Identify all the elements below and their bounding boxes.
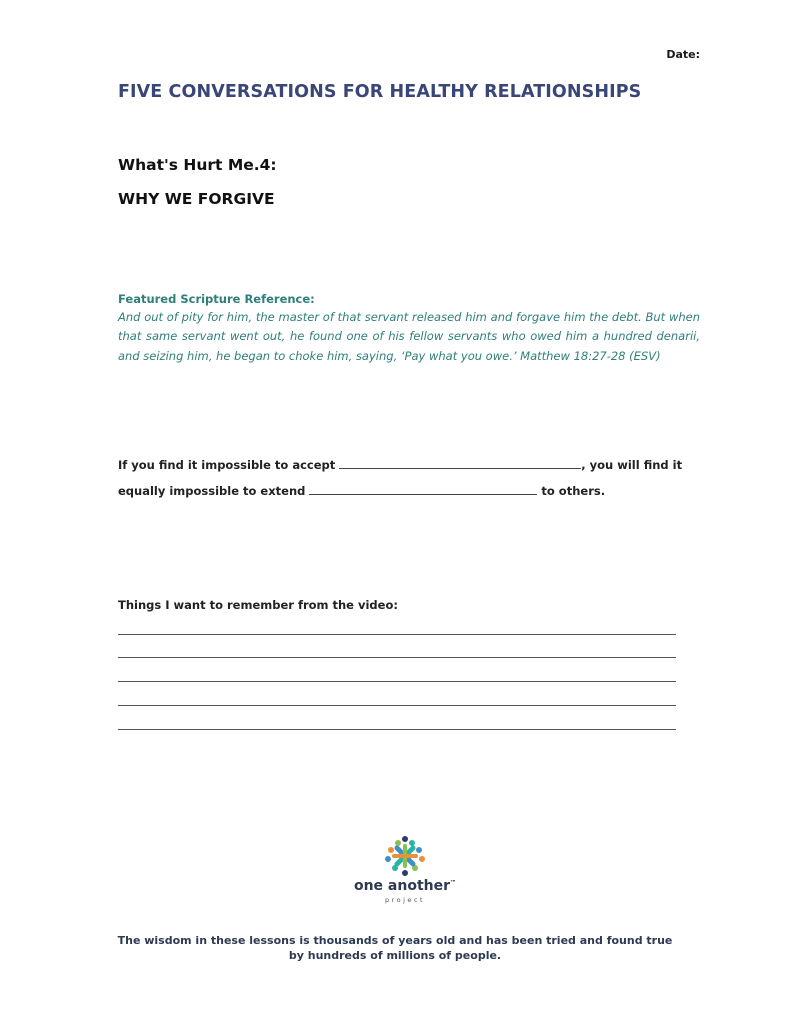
note-line-4[interactable] (118, 705, 676, 706)
fill-in-line-1 (118, 457, 682, 472)
fill-in-blank-1[interactable] (339, 457, 581, 469)
page-title: FIVE CONVERSATIONS FOR HEALTHY RELATIONSHIPS (118, 82, 642, 102)
brand-subtitle: project (384, 896, 426, 904)
session-title: What's Hurt Me.4: (118, 156, 277, 174)
scripture-heading: Featured Scripture Reference: (118, 292, 315, 306)
footer-text: The wisdom in these lessons is thousands of years old and has been tried and found true by hundreds of millions of people. (117, 934, 673, 962)
scripture-text: And out of pity for him, the master of that servant released him and forgave him the debt. But when that same servant went out, he found one of his fellow servants who owed him a hundred denarii, and seizing him, he began to choke him, saying, ‘Pay what you owe.’ Matthew 18:27-28 (ESV) (118, 310, 700, 363)
fill-in-line-2-after: to others. (541, 484, 606, 498)
note-line-1[interactable] (118, 634, 676, 635)
brand-name-text: one another (353, 878, 451, 894)
note-line-3[interactable] (118, 681, 676, 682)
date-label: Date: (666, 48, 700, 61)
fill-in-line-1-after: , you will find it (581, 458, 683, 472)
note-line-2[interactable] (118, 657, 676, 658)
brand-trademark: ™ (450, 879, 457, 887)
one-another-logo-icon (383, 834, 427, 878)
fill-in-line-2 (118, 483, 605, 498)
remember-label: Things I want to remember from the video: (118, 598, 398, 612)
session-subtitle: WHY WE FORGIVE (118, 190, 275, 208)
brand-name (300, 878, 510, 894)
fill-in-blank-2[interactable] (309, 483, 537, 495)
fill-in-line-2-before: equally impossible to extend (118, 484, 306, 498)
note-line-5[interactable] (118, 729, 676, 730)
fill-in-line-1-before: If you find it impossible to accept (118, 458, 336, 472)
